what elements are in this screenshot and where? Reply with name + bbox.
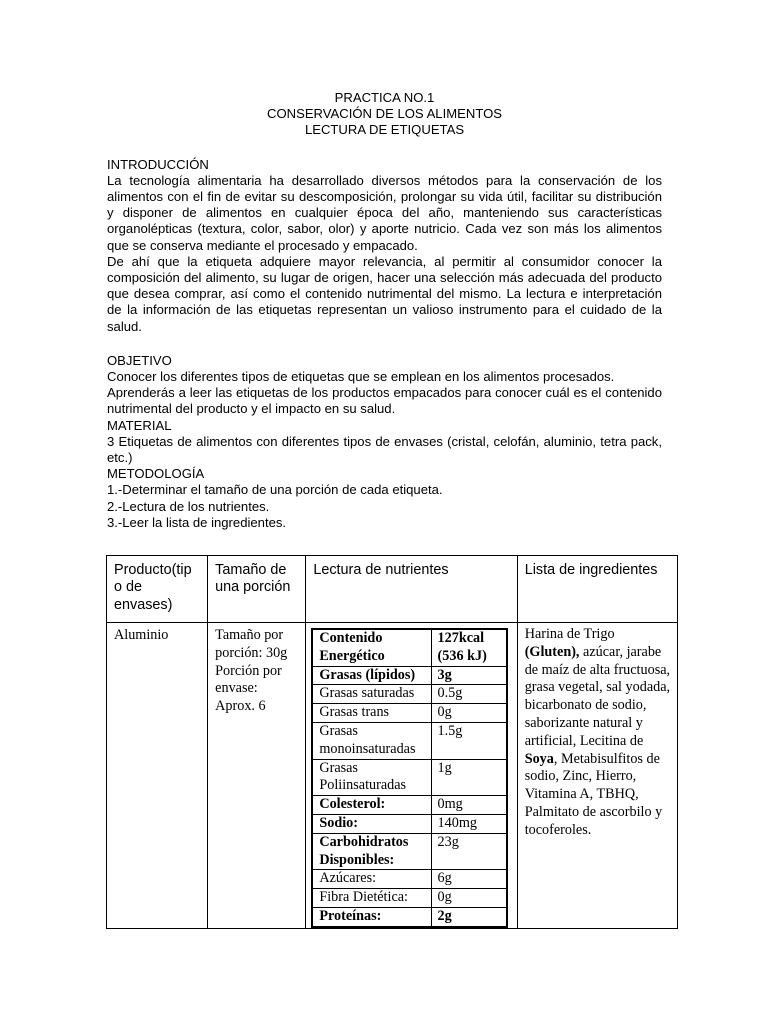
document-title bbox=[107, 90, 662, 139]
title-line-1: PRACTICA NO.1 bbox=[334, 90, 435, 105]
objetivo-paragraph-1: Conocer los diferentes tipos de etiquetas que se emplean en los alimentos procesados. bbox=[107, 369, 615, 384]
nutrient-value: 3g bbox=[431, 666, 507, 685]
nutrient-row bbox=[312, 666, 507, 685]
cell-nutrientes bbox=[306, 623, 517, 929]
nutrient-name: Fibra Dietética: bbox=[312, 889, 431, 908]
ingredientes-soya: Soya bbox=[524, 750, 554, 767]
nutrient-name: Grasas monoinsaturadas bbox=[312, 722, 431, 759]
metodologia-step: 1.-Determinar el tamaño de una porción de cada etiqueta. bbox=[107, 482, 443, 498]
table-row bbox=[107, 623, 678, 929]
nutrient-name: Proteínas: bbox=[312, 907, 431, 926]
nutrient-row bbox=[312, 814, 507, 833]
nutrient-name: Azúcares: bbox=[312, 870, 431, 889]
nutrient-row bbox=[312, 796, 507, 815]
metodologia-step: 2.-Lectura de los nutrientes. bbox=[107, 498, 270, 514]
nutrient-row bbox=[312, 759, 507, 796]
nutrient-value: 23g bbox=[431, 833, 507, 870]
nutrient-value: 1.5g bbox=[431, 722, 507, 759]
metodologia-steps bbox=[107, 482, 662, 531]
nutrient-value: 0.5g bbox=[431, 685, 507, 704]
table-header-row bbox=[107, 556, 678, 623]
nutrient-value: 2g bbox=[431, 907, 507, 926]
nutrient-value: 0g bbox=[431, 704, 507, 723]
document-body bbox=[107, 90, 662, 531]
nutrient-name: Carbohidratos Disponibles: bbox=[312, 833, 431, 870]
nutrient-row bbox=[312, 704, 507, 723]
ingredientes-gluten: (Gluten), bbox=[524, 643, 580, 660]
nutrient-row bbox=[312, 629, 507, 666]
nutrient-row bbox=[312, 685, 507, 704]
nutrient-name: Grasas Poliinsaturadas bbox=[312, 759, 431, 796]
nutrient-name: Sodio: bbox=[312, 814, 431, 833]
ingredientes-text-1: Harina de Trigo bbox=[524, 626, 615, 642]
nutrient-value: 0mg bbox=[431, 796, 507, 815]
nutrient-value: 140mg bbox=[431, 814, 507, 833]
nutrient-value: 1g bbox=[431, 759, 507, 796]
introduccion-heading: INTRODUCCIÓN bbox=[107, 156, 209, 172]
metodologia-step: 3.-Leer la lista de ingredientes. bbox=[107, 514, 287, 530]
nutrition-facts-table bbox=[311, 628, 508, 928]
nutrient-row bbox=[312, 722, 507, 759]
nutrient-name: Grasas saturadas bbox=[312, 685, 431, 704]
title-line-3: LECTURA DE ETIQUETAS bbox=[304, 122, 465, 138]
header-nutrientes: Lectura de nutrientes bbox=[306, 556, 517, 623]
nutrient-value: 6g bbox=[431, 870, 507, 889]
cell-ingredientes bbox=[517, 623, 677, 929]
objetivo-paragraph-2: Aprenderás a leer las etiquetas de los productos empacados para conocer cuál es el contenido nutrimental del producto y el impacto en su salud. bbox=[107, 385, 662, 417]
nutrient-name: Grasas (lípidos) bbox=[312, 666, 431, 685]
header-ingredientes: Lista de ingredientes bbox=[517, 556, 677, 623]
nutrient-name: Colesterol: bbox=[312, 796, 431, 815]
ingredientes-text-3: , Metabisulfitos de sodio, Zinc, Hierro, Vitamina A, TBHQ, Palmitato de ascorbilo y tocoferoles. bbox=[524, 750, 663, 838]
material-heading: MATERIAL bbox=[107, 417, 172, 433]
nutrient-name: Grasas trans bbox=[312, 704, 431, 723]
header-producto: Producto(tip o de envases) bbox=[107, 556, 208, 623]
nutrient-row bbox=[312, 870, 507, 889]
introduccion-paragraph-2: De ahí que la etiqueta adquiere mayor relevancia, al permitir al consumidor conocer la composición del alimento, su lugar de origen, hacer una selección más adecuada del producto que desea comprar, así como el contenido nutrimental del mismo. La lectura e interpretación de la información de las etiquetas representan un valioso instrumento para el cuidado de la salud. bbox=[107, 253, 662, 334]
results-table bbox=[106, 555, 678, 929]
header-porcion: Tamaño de una porción bbox=[208, 556, 306, 623]
nutrient-value: 0g bbox=[431, 889, 507, 908]
nutrient-row bbox=[312, 907, 507, 926]
cell-producto: Aluminio bbox=[107, 623, 208, 929]
nutrient-value: 127kcal (536 kJ) bbox=[431, 629, 507, 666]
metodologia-heading: METODOLOGÍA bbox=[107, 466, 205, 482]
nutrient-name: Contenido Energético bbox=[312, 629, 431, 666]
objetivo-heading: OBJETIVO bbox=[107, 352, 172, 368]
nutrient-row bbox=[312, 889, 507, 908]
cell-porcion: Tamaño por porción: 30g Porción por envase: Aprox. 6 bbox=[208, 623, 306, 929]
ingredientes-text-2: azúcar, jarabe de maíz de alta fructuosa, grasa vegetal, sal yodada, bicarbonato de sodio, saborizante natural y artificial, Lecitina de bbox=[524, 643, 671, 749]
introduccion-paragraph-1: La tecnología alimentaria ha desarrollado diversos métodos para la conservación de los alimentos con el fin de evitar su descomposición, prolongar su vida útil, facilitar su distribución y disponer de alimentos en cualquier época del año, manteniendo sus características organolépticas (textura, color, sabor, olor) y aporte nutricio. Cada vez son más los alimentos que se conserva mediante el procesado y empacado. bbox=[107, 172, 662, 253]
material-paragraph: 3 Etiquetas de alimentos con diferentes tipos de envases (cristal, celofán, aluminio, tetra pack, etc.) bbox=[107, 433, 662, 466]
title-line-2: CONSERVACIÓN DE LOS ALIMENTOS bbox=[266, 106, 503, 122]
nutrient-row bbox=[312, 833, 507, 870]
